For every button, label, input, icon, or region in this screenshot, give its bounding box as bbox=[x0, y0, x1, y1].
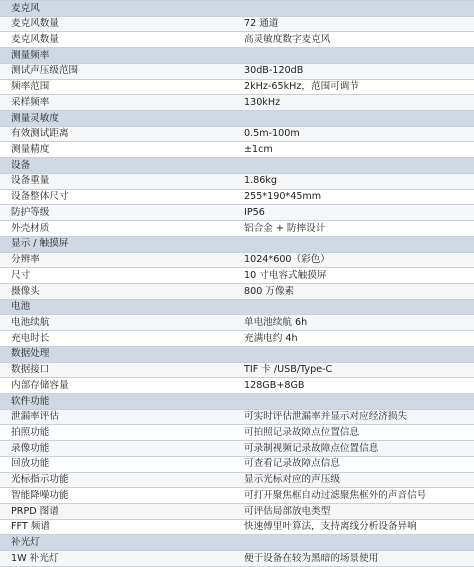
spec-value: 128GB+8GB bbox=[244, 379, 305, 391]
section-header-data bbox=[0, 347, 474, 363]
spec-value: 72 通道 bbox=[244, 18, 279, 30]
spec-row bbox=[0, 331, 474, 347]
spec-value: 可拍照记录故障点位置信息 bbox=[244, 426, 360, 438]
spec-label: 设备整体尺寸 bbox=[11, 191, 69, 203]
spec-row bbox=[0, 32, 474, 48]
spec-label: 摄像头 bbox=[11, 285, 40, 297]
spec-value: 铝合金 + 防摔设计 bbox=[244, 222, 326, 234]
spec-label: 测量精度 bbox=[11, 144, 50, 156]
section-header-frequency bbox=[0, 48, 474, 64]
spec-label: 录像功能 bbox=[11, 442, 50, 454]
section-title: 补光灯 bbox=[11, 537, 40, 548]
section-header-sensitivity bbox=[0, 111, 474, 127]
spec-label: 有效测试距离 bbox=[11, 128, 69, 140]
section-header-display bbox=[0, 237, 474, 253]
spec-value: 10 寸电容式触摸屏 bbox=[244, 269, 327, 281]
spec-row bbox=[0, 425, 474, 441]
spec-label: 回放功能 bbox=[11, 458, 50, 470]
section-header-microphone bbox=[0, 1, 474, 17]
spec-value: 快速傅里叶算法，支持离线分析设备异响 bbox=[244, 521, 417, 533]
spec-label: 麦克风数量 bbox=[11, 34, 59, 45]
spec-row bbox=[0, 457, 474, 473]
spec-label: FFT 频谱 bbox=[11, 521, 50, 533]
spec-value: 0.5m-100m bbox=[244, 128, 300, 140]
spec-label: 测试声压级范围 bbox=[11, 65, 79, 77]
spec-value: 130kHz bbox=[244, 96, 281, 108]
section-title: 显示 / 触摸屏 bbox=[11, 238, 69, 250]
spec-value: 可查看记录故障点信息 bbox=[244, 458, 340, 470]
spec-row bbox=[0, 378, 474, 394]
spec-row bbox=[0, 174, 474, 190]
spec-value: 2kHz-65kHz，范围可调节 bbox=[244, 81, 359, 93]
spec-label: 充电时长 bbox=[11, 332, 50, 344]
spec-value: 可实时评估泄漏率并显示对应经济损失 bbox=[244, 411, 408, 423]
spec-row bbox=[0, 221, 474, 237]
spec-label: 光标指示功能 bbox=[11, 474, 69, 486]
spec-row bbox=[0, 268, 474, 284]
spec-value: 可评估局部放电类型 bbox=[244, 505, 331, 517]
spec-row bbox=[0, 284, 474, 300]
spec-row bbox=[0, 363, 474, 379]
spec-label: 外壳材质 bbox=[11, 222, 50, 234]
spec-value: 可录制视频记录故障点位置信息 bbox=[244, 442, 379, 454]
spec-label: 采样频率 bbox=[11, 96, 50, 108]
spec-label: 泄漏率评估 bbox=[11, 411, 59, 423]
spec-row bbox=[0, 64, 474, 80]
spec-row bbox=[0, 488, 474, 504]
spec-value: 1024*600（彩色） bbox=[244, 254, 330, 266]
spec-value: 单电池续航 6h bbox=[244, 316, 308, 328]
spec-row bbox=[0, 551, 474, 567]
section-header-device bbox=[0, 158, 474, 174]
spec-label: 分辨率 bbox=[11, 254, 40, 266]
spec-value: 充满电约 4h bbox=[244, 332, 298, 344]
spec-value: 255*190*45mm bbox=[244, 191, 322, 203]
spec-value: 显示光标对应的声压级 bbox=[244, 474, 340, 486]
spec-row bbox=[0, 473, 474, 489]
spec-row bbox=[0, 190, 474, 206]
spec-label: 数据接口 bbox=[11, 364, 50, 376]
section-title: 测量频率 bbox=[11, 49, 50, 61]
spec-row bbox=[0, 205, 474, 221]
spec-label: 设备重量 bbox=[11, 175, 50, 187]
spec-row bbox=[0, 95, 474, 111]
section-header-battery bbox=[0, 300, 474, 316]
spec-row bbox=[0, 410, 474, 426]
spec-value: 高灵敏度数字麦克风 bbox=[244, 34, 331, 45]
spec-label: 频率范围 bbox=[11, 81, 50, 93]
spec-label: 内部存储容量 bbox=[11, 379, 69, 391]
spec-row bbox=[0, 504, 474, 520]
spec-label: 1W 补光灯 bbox=[11, 552, 59, 564]
spec-value: IP56 bbox=[244, 206, 265, 218]
spec-row bbox=[0, 80, 474, 96]
section-header-software bbox=[0, 394, 474, 410]
spec-label: 麦克风数量 bbox=[11, 18, 59, 30]
spec-value: TIF 卡 /USB/Type-C bbox=[244, 364, 333, 376]
section-header-fill-light bbox=[0, 535, 474, 551]
spec-label: 尺寸 bbox=[11, 269, 31, 281]
section-title: 测量灵敏度 bbox=[11, 112, 59, 124]
spec-value: ±1cm bbox=[244, 144, 273, 156]
spec-row bbox=[0, 520, 474, 536]
spec-row bbox=[0, 142, 474, 158]
section-title: 软件功能 bbox=[11, 395, 50, 407]
spec-value: 800 万像素 bbox=[244, 285, 295, 297]
spec-row bbox=[0, 253, 474, 269]
spec-value: 可打开聚焦框自动过滤聚焦框外的声音信号 bbox=[244, 489, 427, 501]
section-title: 麦克风 bbox=[11, 2, 40, 14]
spec-label: 拍照功能 bbox=[11, 426, 50, 438]
spec-value: 便于设备在较为黑暗的场景使用 bbox=[244, 552, 379, 564]
spec-label: 电池续航 bbox=[11, 316, 50, 328]
spec-label: 防护等级 bbox=[11, 206, 50, 218]
spec-row bbox=[0, 17, 474, 33]
section-title: 电池 bbox=[11, 301, 31, 313]
spec-value: 30dB-120dB bbox=[244, 65, 304, 77]
spec-label: PRPD 图谱 bbox=[11, 505, 59, 517]
section-title: 设备 bbox=[11, 159, 31, 171]
spec-label: 智能降噪功能 bbox=[11, 489, 69, 501]
spec-value: 1.86kg bbox=[244, 175, 278, 187]
section-title: 数据处理 bbox=[11, 348, 50, 360]
spec-row bbox=[0, 441, 474, 457]
spec-row bbox=[0, 127, 474, 143]
spec-row bbox=[0, 315, 474, 331]
